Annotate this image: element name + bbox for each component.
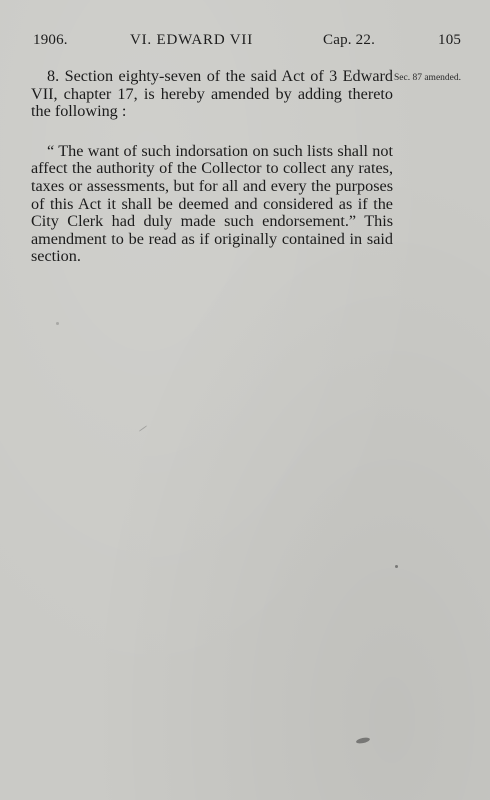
paper-speck bbox=[56, 322, 59, 325]
header-chapter: Cap. 22. bbox=[323, 32, 376, 48]
quote-paragraph: “ The want of such indorsation on such lists shall not affect the authority of the Collector to collect any rates, taxes or assessments, but for all and every the purposes of this Act it shall be deemed and considered as if the City Clerk had duly made such endorsement.” This amendment to be read as if originally contained in said section. bbox=[31, 141, 393, 266]
section-paragraph: 8. Section eighty-seven of the said Act of 3 Edward VII, chapter 17, is hereby amended by adding thereto the following : bbox=[31, 67, 393, 121]
header-year: 1906. bbox=[33, 32, 68, 48]
running-head bbox=[0, 32, 490, 52]
paper-speck bbox=[356, 737, 371, 745]
paper-speck bbox=[139, 425, 148, 432]
header-reign: VI. EDWARD VII bbox=[130, 32, 253, 48]
paper-speck bbox=[395, 565, 398, 568]
margin-note: Sec. 87 amended. bbox=[394, 73, 462, 83]
body-text bbox=[31, 68, 393, 266]
page-number: 105 bbox=[438, 32, 462, 48]
